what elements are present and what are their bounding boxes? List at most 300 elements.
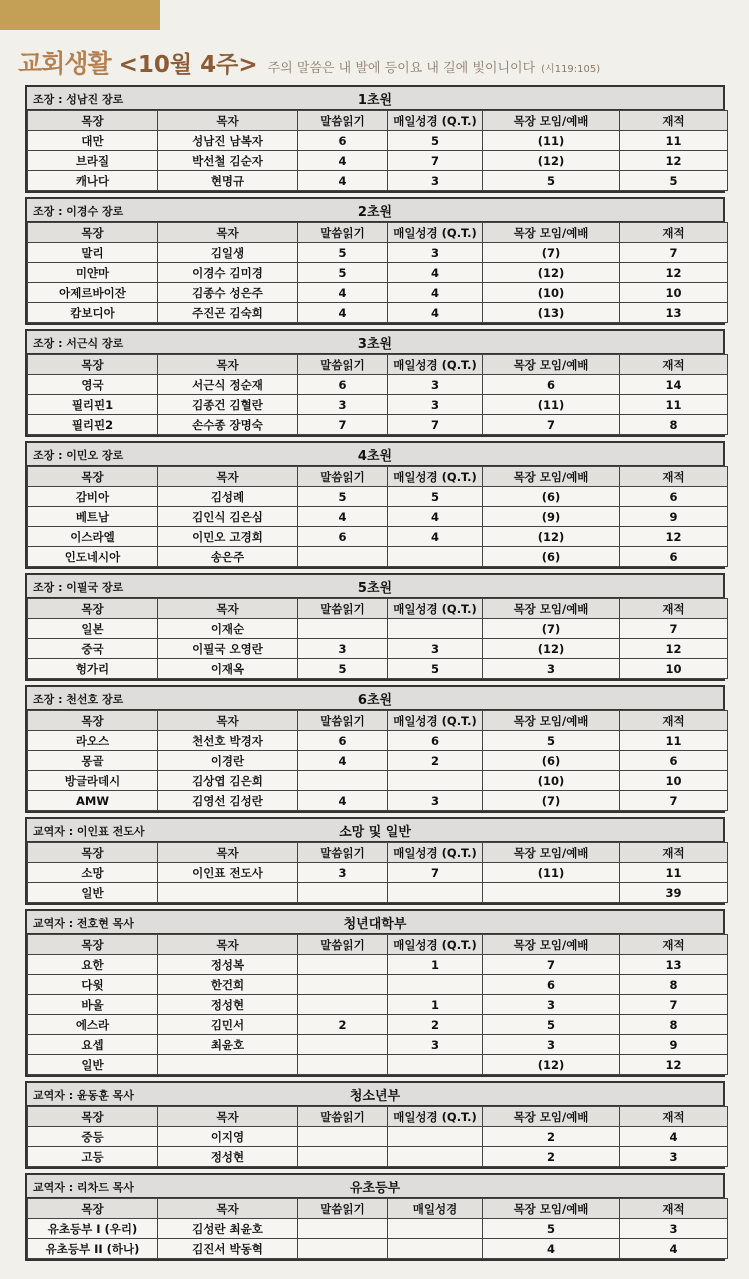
section-table bbox=[25, 817, 725, 905]
column-header: 재적 bbox=[620, 223, 728, 243]
table-cell: 일반 bbox=[28, 1055, 158, 1075]
section-grid bbox=[27, 710, 728, 811]
column-header: 매일성경 (Q.T.) bbox=[388, 111, 483, 131]
table-cell bbox=[483, 883, 620, 903]
table-cell: 5 bbox=[388, 659, 483, 679]
table-cell: 손수종 장명숙 bbox=[158, 415, 298, 435]
table-cell: 13 bbox=[620, 955, 728, 975]
column-header: 매일성경 (Q.T.) bbox=[388, 223, 483, 243]
table-cell: 13 bbox=[620, 303, 728, 323]
table-cell: 헝가리 bbox=[28, 659, 158, 679]
table-row bbox=[28, 151, 728, 171]
table-cell bbox=[298, 955, 388, 975]
section-title: 유초등부 bbox=[349, 1181, 401, 1196]
table-cell: 2 bbox=[388, 1015, 483, 1035]
table-cell: 12 bbox=[620, 527, 728, 547]
column-header-row bbox=[28, 843, 728, 863]
column-header: 재적 bbox=[620, 1199, 728, 1219]
table-cell: 5 bbox=[620, 171, 728, 191]
table-cell: 4 bbox=[483, 1239, 620, 1259]
column-header: 매일성경 (Q.T.) bbox=[388, 1107, 483, 1127]
table-row bbox=[28, 415, 728, 435]
table-cell: 정성복 bbox=[158, 955, 298, 975]
table-row bbox=[28, 303, 728, 323]
table-cell: 김영선 김성란 bbox=[158, 791, 298, 811]
column-header: 목장 모임/예배 bbox=[483, 223, 620, 243]
table-cell: 현명규 bbox=[158, 171, 298, 191]
section-grid bbox=[27, 1198, 728, 1259]
table-cell: 6 bbox=[298, 527, 388, 547]
table-cell: 5 bbox=[483, 1219, 620, 1239]
section-header bbox=[27, 1083, 723, 1106]
section-title: 2초원 bbox=[357, 205, 393, 220]
table-cell bbox=[388, 619, 483, 639]
table-row bbox=[28, 1219, 728, 1239]
table-cell: 1 bbox=[388, 955, 483, 975]
table-cell: 3 bbox=[483, 995, 620, 1015]
table-cell: 4 bbox=[298, 303, 388, 323]
table-cell: (7) bbox=[483, 791, 620, 811]
table-cell: 3 bbox=[388, 375, 483, 395]
section-grid bbox=[27, 354, 728, 435]
table-cell bbox=[388, 975, 483, 995]
table-row bbox=[28, 283, 728, 303]
section-leader: 조장 : 이경수 장로 bbox=[33, 205, 124, 218]
column-header: 말씀읽기 bbox=[298, 111, 388, 131]
table-cell: (6) bbox=[483, 487, 620, 507]
table-row bbox=[28, 975, 728, 995]
section-title: 4초원 bbox=[357, 449, 393, 464]
table-cell: 5 bbox=[388, 487, 483, 507]
section-title: 5초원 bbox=[357, 581, 393, 596]
column-header-row bbox=[28, 1107, 728, 1127]
table-row bbox=[28, 955, 728, 975]
table-cell bbox=[388, 771, 483, 791]
column-header: 목자 bbox=[158, 355, 298, 375]
section-header bbox=[27, 911, 723, 934]
table-cell: 송은주 bbox=[158, 547, 298, 567]
table-cell: 10 bbox=[620, 771, 728, 791]
table-cell bbox=[298, 1055, 388, 1075]
table-cell: 3 bbox=[388, 1035, 483, 1055]
table-cell: 7 bbox=[620, 791, 728, 811]
table-cell bbox=[388, 547, 483, 567]
section-grid bbox=[27, 1106, 728, 1167]
column-header-row bbox=[28, 1199, 728, 1219]
table-cell: 1 bbox=[388, 995, 483, 1015]
table-row bbox=[28, 547, 728, 567]
table-cell: 브라질 bbox=[28, 151, 158, 171]
table-cell: 6 bbox=[298, 731, 388, 751]
table-cell: 미얀마 bbox=[28, 263, 158, 283]
table-row bbox=[28, 1035, 728, 1055]
table-cell: 캄보디아 bbox=[28, 303, 158, 323]
table-cell: 5 bbox=[483, 731, 620, 751]
section-grid bbox=[27, 842, 728, 903]
column-header: 목장 bbox=[28, 843, 158, 863]
table-cell: (9) bbox=[483, 507, 620, 527]
table-cell: 유초등부 I (우리) bbox=[28, 1219, 158, 1239]
table-cell: (11) bbox=[483, 131, 620, 151]
section-header bbox=[27, 331, 723, 354]
table-row bbox=[28, 995, 728, 1015]
table-cell: 중국 bbox=[28, 639, 158, 659]
section-leader: 교역자 : 전호현 목사 bbox=[33, 917, 134, 930]
table-cell: (10) bbox=[483, 283, 620, 303]
column-header: 목자 bbox=[158, 223, 298, 243]
table-cell: 정성현 bbox=[158, 1147, 298, 1167]
table-cell: 3 bbox=[483, 659, 620, 679]
table-cell: 11 bbox=[620, 863, 728, 883]
table-cell: 최윤호 bbox=[158, 1035, 298, 1055]
column-header: 목장 모임/예배 bbox=[483, 1107, 620, 1127]
column-header: 목장 bbox=[28, 935, 158, 955]
section-title: 1초원 bbox=[357, 93, 393, 108]
table-cell: 8 bbox=[620, 975, 728, 995]
column-header: 목자 bbox=[158, 599, 298, 619]
column-header: 매일성경 bbox=[388, 1199, 483, 1219]
column-header: 매일성경 (Q.T.) bbox=[388, 467, 483, 487]
table-cell: 6 bbox=[483, 375, 620, 395]
column-header: 목장 bbox=[28, 1107, 158, 1127]
table-cell: 3 bbox=[620, 1219, 728, 1239]
week-label: <10월 4주> bbox=[118, 52, 258, 78]
table-cell: (12) bbox=[483, 639, 620, 659]
table-cell: 2 bbox=[298, 1015, 388, 1035]
table-cell bbox=[298, 883, 388, 903]
section-leader: 교역자 : 윤동훈 목사 bbox=[33, 1089, 134, 1102]
column-header: 목장 bbox=[28, 599, 158, 619]
section-title: 6초원 bbox=[357, 693, 393, 708]
column-header: 목자 bbox=[158, 1107, 298, 1127]
table-cell bbox=[388, 883, 483, 903]
table-row bbox=[28, 771, 728, 791]
table-cell: 7 bbox=[388, 415, 483, 435]
table-cell bbox=[298, 1147, 388, 1167]
table-cell: 몽골 bbox=[28, 751, 158, 771]
table-cell: 김일생 bbox=[158, 243, 298, 263]
table-cell: 4 bbox=[298, 507, 388, 527]
table-cell bbox=[158, 1055, 298, 1075]
section-leader: 교역자 : 이인표 전도사 bbox=[33, 825, 145, 838]
page-title: 교회생활 bbox=[18, 49, 111, 78]
table-cell: 바울 bbox=[28, 995, 158, 1015]
table-cell bbox=[388, 1147, 483, 1167]
table-cell: 9 bbox=[620, 507, 728, 527]
section-grid bbox=[27, 466, 728, 567]
table-cell: (6) bbox=[483, 751, 620, 771]
table-cell: 3 bbox=[620, 1147, 728, 1167]
page-header bbox=[18, 44, 738, 78]
section-header bbox=[27, 1175, 723, 1198]
column-header: 말씀읽기 bbox=[298, 711, 388, 731]
table-cell: (13) bbox=[483, 303, 620, 323]
table-cell: 3 bbox=[483, 1035, 620, 1055]
section-table bbox=[25, 685, 725, 813]
section-title: 3초원 bbox=[357, 337, 393, 352]
table-cell bbox=[298, 771, 388, 791]
table-cell: 4 bbox=[620, 1127, 728, 1147]
table-cell: 주진곤 김숙희 bbox=[158, 303, 298, 323]
attendance-sections bbox=[25, 85, 725, 1265]
table-cell: 아제르바이잔 bbox=[28, 283, 158, 303]
table-row bbox=[28, 171, 728, 191]
table-cell: 4 bbox=[298, 171, 388, 191]
table-row bbox=[28, 1015, 728, 1035]
table-cell: 이재순 bbox=[158, 619, 298, 639]
section-leader: 교역자 : 리차드 목사 bbox=[33, 1181, 134, 1194]
verse-reference: (시119:105) bbox=[541, 64, 601, 75]
table-cell: 7 bbox=[620, 243, 728, 263]
column-header: 말씀읽기 bbox=[298, 355, 388, 375]
table-cell: 8 bbox=[620, 415, 728, 435]
column-header-row bbox=[28, 467, 728, 487]
column-header-row bbox=[28, 935, 728, 955]
table-row bbox=[28, 863, 728, 883]
column-header: 목장 모임/예배 bbox=[483, 711, 620, 731]
section-table bbox=[25, 329, 725, 437]
section-table bbox=[25, 1081, 725, 1169]
section-leader: 조장 : 서근식 장로 bbox=[33, 337, 124, 350]
table-cell: 영국 bbox=[28, 375, 158, 395]
table-cell: 4 bbox=[298, 751, 388, 771]
column-header: 목자 bbox=[158, 111, 298, 131]
section-table bbox=[25, 573, 725, 681]
table-cell: 10 bbox=[620, 659, 728, 679]
table-cell: 3 bbox=[388, 791, 483, 811]
column-header-row bbox=[28, 111, 728, 131]
table-row bbox=[28, 375, 728, 395]
column-header: 목자 bbox=[158, 467, 298, 487]
table-cell: 김종수 성은주 bbox=[158, 283, 298, 303]
column-header: 재적 bbox=[620, 1107, 728, 1127]
table-row bbox=[28, 243, 728, 263]
column-header: 목자 bbox=[158, 711, 298, 731]
table-cell: 39 bbox=[620, 883, 728, 903]
column-header: 재적 bbox=[620, 111, 728, 131]
table-cell: 6 bbox=[620, 751, 728, 771]
table-cell: 3 bbox=[388, 395, 483, 415]
table-row bbox=[28, 1147, 728, 1167]
table-cell bbox=[388, 1055, 483, 1075]
table-cell: 7 bbox=[388, 151, 483, 171]
table-row bbox=[28, 131, 728, 151]
table-cell: (12) bbox=[483, 527, 620, 547]
table-cell: 이재옥 bbox=[158, 659, 298, 679]
table-cell: 11 bbox=[620, 731, 728, 751]
table-cell: 4 bbox=[620, 1239, 728, 1259]
table-cell: 6 bbox=[298, 375, 388, 395]
table-cell: 5 bbox=[388, 131, 483, 151]
table-cell: 캐나다 bbox=[28, 171, 158, 191]
table-cell: 4 bbox=[388, 263, 483, 283]
table-cell: (12) bbox=[483, 263, 620, 283]
verse-text: 주의 말씀은 내 발에 등이요 내 길에 빛이니이다 bbox=[267, 61, 536, 76]
table-row bbox=[28, 527, 728, 547]
table-cell: 말리 bbox=[28, 243, 158, 263]
table-cell: 12 bbox=[620, 1055, 728, 1075]
table-cell: (10) bbox=[483, 771, 620, 791]
column-header: 목자 bbox=[158, 1199, 298, 1219]
column-header: 매일성경 (Q.T.) bbox=[388, 935, 483, 955]
table-cell: 베트남 bbox=[28, 507, 158, 527]
section-title: 청소년부 bbox=[349, 1089, 401, 1104]
table-row bbox=[28, 1239, 728, 1259]
table-cell: 일본 bbox=[28, 619, 158, 639]
table-cell: (7) bbox=[483, 243, 620, 263]
table-row bbox=[28, 659, 728, 679]
table-cell: 12 bbox=[620, 639, 728, 659]
table-cell: 중등 bbox=[28, 1127, 158, 1147]
column-header: 말씀읽기 bbox=[298, 467, 388, 487]
section-table bbox=[25, 1173, 725, 1261]
section-title: 소망 및 일반 bbox=[339, 825, 411, 840]
table-cell: 2 bbox=[483, 1147, 620, 1167]
table-cell: 이민오 고경희 bbox=[158, 527, 298, 547]
table-cell: 필리핀2 bbox=[28, 415, 158, 435]
table-cell: 5 bbox=[483, 1015, 620, 1035]
table-cell bbox=[298, 547, 388, 567]
table-cell bbox=[388, 1219, 483, 1239]
table-cell: 6 bbox=[620, 487, 728, 507]
table-cell: 5 bbox=[298, 659, 388, 679]
section-table bbox=[25, 909, 725, 1077]
table-cell: 4 bbox=[298, 791, 388, 811]
table-cell bbox=[298, 995, 388, 1015]
column-header: 목자 bbox=[158, 843, 298, 863]
table-cell: 7 bbox=[483, 955, 620, 975]
section-table bbox=[25, 85, 725, 193]
table-row bbox=[28, 1127, 728, 1147]
section-header bbox=[27, 199, 723, 222]
table-cell: 8 bbox=[620, 1015, 728, 1035]
table-cell: 3 bbox=[298, 863, 388, 883]
table-cell: 12 bbox=[620, 151, 728, 171]
table-cell: 다윗 bbox=[28, 975, 158, 995]
table-cell: 3 bbox=[388, 171, 483, 191]
column-header: 매일성경 (Q.T.) bbox=[388, 599, 483, 619]
table-cell: 4 bbox=[388, 507, 483, 527]
table-cell: 이경란 bbox=[158, 751, 298, 771]
section-header bbox=[27, 687, 723, 710]
column-header: 목장 모임/예배 bbox=[483, 599, 620, 619]
table-cell: (12) bbox=[483, 151, 620, 171]
table-cell: 성남진 남복자 bbox=[158, 131, 298, 151]
table-cell: 김상엽 김은희 bbox=[158, 771, 298, 791]
table-cell: (7) bbox=[483, 619, 620, 639]
section-header bbox=[27, 443, 723, 466]
table-cell bbox=[298, 1219, 388, 1239]
column-header: 목장 모임/예배 bbox=[483, 935, 620, 955]
table-row bbox=[28, 507, 728, 527]
table-cell: 11 bbox=[620, 395, 728, 415]
table-cell: 이필국 오영란 bbox=[158, 639, 298, 659]
section-leader: 조장 : 이민오 장로 bbox=[33, 449, 124, 462]
column-header: 목장 bbox=[28, 1199, 158, 1219]
section-grid bbox=[27, 598, 728, 679]
table-row bbox=[28, 791, 728, 811]
table-cell bbox=[298, 975, 388, 995]
table-cell: 7 bbox=[620, 619, 728, 639]
table-cell bbox=[388, 1127, 483, 1147]
table-cell: 김진서 박동혁 bbox=[158, 1239, 298, 1259]
table-cell: 유초등부 II (하나) bbox=[28, 1239, 158, 1259]
column-header: 목장 bbox=[28, 467, 158, 487]
column-header: 목자 bbox=[158, 935, 298, 955]
table-cell: 10 bbox=[620, 283, 728, 303]
table-cell: 이스라엘 bbox=[28, 527, 158, 547]
table-cell: 7 bbox=[483, 415, 620, 435]
table-cell: 4 bbox=[298, 283, 388, 303]
column-header-row bbox=[28, 355, 728, 375]
section-grid bbox=[27, 222, 728, 323]
table-row bbox=[28, 263, 728, 283]
section-title: 청년대학부 bbox=[343, 917, 407, 932]
section-header bbox=[27, 819, 723, 842]
section-grid bbox=[27, 110, 728, 191]
table-cell: 12 bbox=[620, 263, 728, 283]
table-cell: 6 bbox=[298, 131, 388, 151]
column-header: 재적 bbox=[620, 355, 728, 375]
table-cell: 5 bbox=[298, 263, 388, 283]
table-row bbox=[28, 751, 728, 771]
table-cell: 정성현 bbox=[158, 995, 298, 1015]
column-header: 재적 bbox=[620, 599, 728, 619]
column-header: 목장 모임/예배 bbox=[483, 1199, 620, 1219]
table-cell: 14 bbox=[620, 375, 728, 395]
table-cell: 요한 bbox=[28, 955, 158, 975]
table-cell: 이인표 전도사 bbox=[158, 863, 298, 883]
column-header: 목장 bbox=[28, 111, 158, 131]
table-cell bbox=[298, 1035, 388, 1055]
column-header: 재적 bbox=[620, 711, 728, 731]
section-table bbox=[25, 441, 725, 569]
section-leader: 조장 : 성남진 장로 bbox=[33, 93, 124, 106]
table-cell: 요셉 bbox=[28, 1035, 158, 1055]
table-cell: 필리핀1 bbox=[28, 395, 158, 415]
column-header: 말씀읽기 bbox=[298, 1199, 388, 1219]
table-cell: 천선호 박경자 bbox=[158, 731, 298, 751]
table-row bbox=[28, 487, 728, 507]
column-header: 목장 모임/예배 bbox=[483, 843, 620, 863]
table-cell: 방글라데시 bbox=[28, 771, 158, 791]
table-cell: 6 bbox=[620, 547, 728, 567]
section-grid bbox=[27, 934, 728, 1075]
table-cell: 4 bbox=[298, 151, 388, 171]
table-cell bbox=[158, 883, 298, 903]
column-header: 말씀읽기 bbox=[298, 1107, 388, 1127]
table-row bbox=[28, 395, 728, 415]
column-header: 재적 bbox=[620, 935, 728, 955]
column-header: 재적 bbox=[620, 843, 728, 863]
table-row bbox=[28, 883, 728, 903]
table-cell: 11 bbox=[620, 131, 728, 151]
table-row bbox=[28, 619, 728, 639]
table-cell: 3 bbox=[388, 243, 483, 263]
column-header-row bbox=[28, 223, 728, 243]
table-cell: 5 bbox=[298, 243, 388, 263]
table-cell: 라오스 bbox=[28, 731, 158, 751]
column-header: 말씀읽기 bbox=[298, 599, 388, 619]
table-cell: 이지영 bbox=[158, 1127, 298, 1147]
table-cell: 4 bbox=[388, 527, 483, 547]
section-leader: 조장 : 이필국 장로 bbox=[33, 581, 124, 594]
table-row bbox=[28, 731, 728, 751]
table-cell: 5 bbox=[298, 487, 388, 507]
table-cell: 이경수 김미경 bbox=[158, 263, 298, 283]
table-cell: 3 bbox=[298, 395, 388, 415]
column-header: 매일성경 (Q.T.) bbox=[388, 711, 483, 731]
